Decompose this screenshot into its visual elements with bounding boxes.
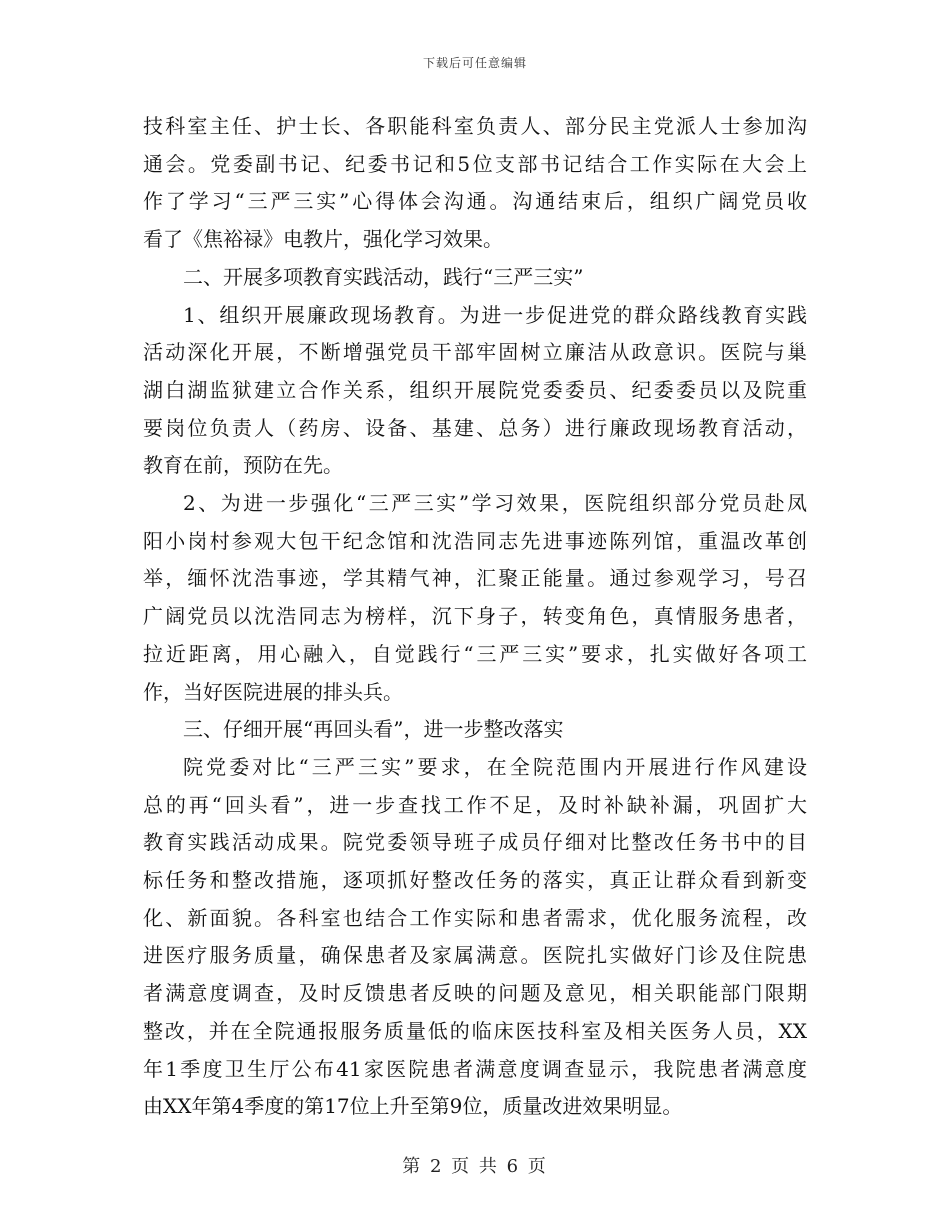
text-line: 通会。党委副书记、纪委书记和5位支部书记结合工作实际在大会上 [143, 151, 807, 176]
text-line: 化、新面貌。各科室也结合工作实际和患者需求，优化服务流程，改 [143, 905, 807, 930]
page-header: 下载后可任意编辑 [422, 56, 527, 70]
text-line: 院党委对比“三严三实”要求，在全院范围内开展进行作风建设 [183, 754, 807, 779]
page-number-footer: 第 2 页 共 6 页 [402, 1156, 548, 1177]
text-line: 广阔党员以沈浩同志为榜样，沉下身子，转变角色，真情服务患者， [143, 604, 807, 629]
text-line: 技科室主任、护士长、各职能科室负责人、部分民主党派人士参加沟 [143, 114, 807, 138]
text-line: 拉近距离，用心融入，自觉践行“三严三实”要求，扎实做好各项工 [143, 641, 807, 666]
text-line: 举，缅怀沈浩事迹，学其精气神，汇聚正能量。通过参观学习，号召 [143, 566, 807, 591]
text-line: 要岗位负责人（药房、设备、基建、总务）进行廉政现场教育活动， [143, 415, 807, 440]
text-line: 湖白湖监狱建立合作关系，组织开展院党委委员、纪委委员以及院重 [143, 377, 807, 402]
text-line: 作了学习“三严三实”心得体会沟通。沟通结束后，组织广阔党员收 [143, 189, 807, 214]
document-body [143, 108, 807, 1126]
text-line: 三、仔细开展“再回头看”，进一步整改落实 [183, 717, 564, 742]
text-line: 1、组织开展廉政现场教育。为进一步促进党的群众路线教育实践 [183, 302, 807, 327]
text-line: 教育在前，预防在先。 [143, 453, 343, 478]
text-line: 总的再“回头看”，进一步查找工作不足，及时补缺补漏，巩固扩大 [143, 792, 807, 817]
text-line: 标任务和整改措施，逐项抓好整改任务的落实，真正让群众看到新变 [143, 868, 807, 893]
text-line: 年1季度卫生厅公布41家医院患者满意度调查显示，我院患者满意度 [143, 1056, 807, 1081]
text-line: 阳小岗村参观大包干纪念馆和沈浩同志先进事迹陈列馆，重温改革创 [143, 528, 807, 553]
text-line: 2、为进一步强化“三严三实”学习效果，医院组织部分党员赴凤 [183, 491, 807, 516]
text-line: 整改，并在全院通报服务质量低的临床医技科室及相关医务人员，XX [143, 1018, 807, 1043]
text-line: 进医疗服务质量，确保患者及家属满意。医院扎实做好门诊及住院患 [143, 943, 807, 968]
text-line: 看了《焦裕禄》电教片，强化学习效果。 [143, 227, 503, 252]
text-line: 者满意度调查，及时反馈患者反映的问题及意见，相关职能部门限期 [143, 981, 807, 1006]
text-line: 二、开展多项教育实践活动，践行“三严三实” [183, 264, 584, 289]
text-line: 教育实践活动成果。院党委领导班子成员仔细对比整改任务书中的目 [143, 830, 807, 855]
text-line: 由XX年第4季度的第17位上升至第9位，质量改进效果明显。 [143, 1094, 683, 1119]
text-line: 活动深化开展，不断增强党员干部牢固树立廉洁从政意识。医院与巢 [143, 340, 807, 365]
text-line: 作，当好医院进展的排头兵。 [143, 679, 403, 704]
